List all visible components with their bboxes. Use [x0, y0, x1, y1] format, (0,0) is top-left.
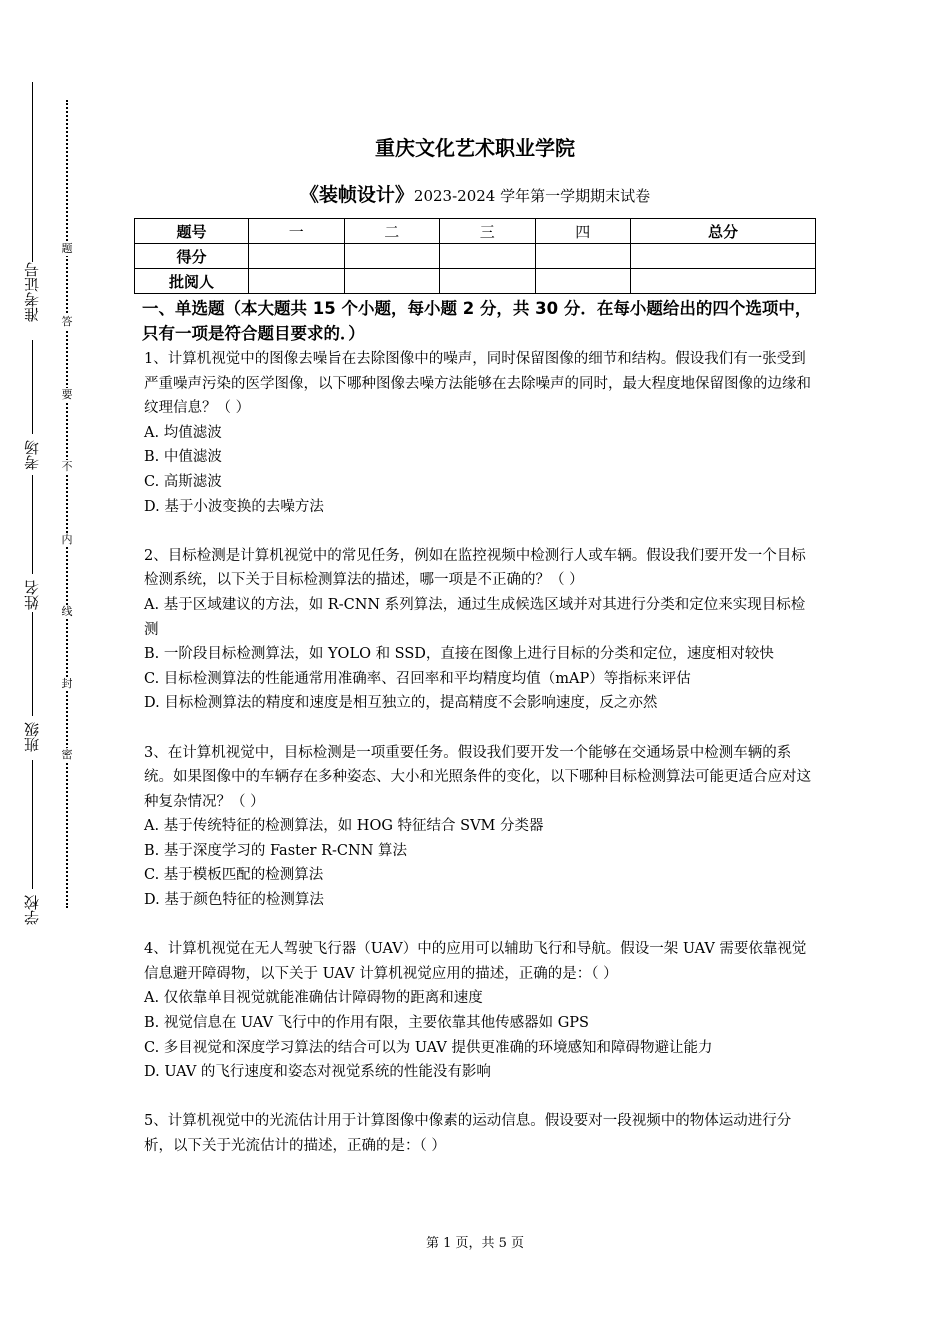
seal-char: 不 [61, 460, 73, 473]
score-input-cell[interactable] [535, 244, 631, 269]
table-row [135, 219, 816, 244]
table-cell: 总分 [631, 219, 816, 244]
grader-input-cell[interactable] [249, 269, 345, 294]
grader-input-cell[interactable] [631, 269, 816, 294]
answer-option[interactable]: C. 高斯滤波 [144, 473, 222, 490]
answer-option[interactable]: A. 基于传统特征的检测算法，如 HOG 特征结合 SVM 分类器 [144, 818, 544, 835]
field-label: 姓名 [22, 580, 41, 610]
school-field [14, 760, 50, 925]
field-label: 准考证号 [22, 262, 41, 322]
table-cell: 批阅人 [135, 269, 249, 294]
question-stem: 1、计算机视觉中的图像去噪旨在去除图像中的噪声，同时保留图像的细节和结构。假设我们有一张受到严重噪声污染的医学图像，以下哪种图像去噪方法能够在去除噪声的同时，最大程度地保留图像的边缘和纹理信息？（ ） [144, 351, 811, 417]
fill-in-line [32, 612, 33, 716]
seal-char: 答 [61, 315, 73, 328]
score-input-cell[interactable] [631, 244, 816, 269]
answer-option[interactable]: C. 多目视觉和深度学习算法的结合可以为 UAV 提供更准确的环境感知和障碍物避让能力 [144, 1039, 713, 1056]
question-item [144, 1109, 816, 1158]
seal-char: 线 [61, 605, 73, 618]
answer-option[interactable]: C. 目标检测算法的性能通常用准确率、召回率和平均精度均值（mAP）等指标来评估 [144, 670, 691, 687]
question-list [144, 347, 816, 1159]
answer-option[interactable]: A. 仅依靠单目视觉就能准确估计障碍物的距离和速度 [144, 990, 483, 1007]
table-cell: 二 [344, 219, 440, 244]
exam-number-line [14, 82, 50, 262]
question-stem: 2、目标检测是计算机视觉中的常见任务，例如在监控视频中检测行人或车辆。假设我们要开发一个目标检测系统，以下关于目标检测算法的描述，哪一项是不正确的？（ ） [144, 547, 806, 589]
table-cell: 三 [440, 219, 536, 244]
course-name: 《装帧设计》 [299, 184, 414, 206]
question-item [144, 347, 816, 519]
grader-input-cell[interactable] [344, 269, 440, 294]
exam-number-field [14, 262, 50, 342]
question-stem: 5、计算机视觉中的光流估计用于计算图像中像素的运动信息。假设要对一段视频中的物体运动进行分析，以下关于光流估计的描述，正确的是：（ ） [144, 1113, 792, 1154]
fill-in-line [32, 82, 33, 262]
answer-option[interactable]: D. 目标检测算法的精度和速度是相互独立的，提高精度不会影响速度，反之亦然 [144, 695, 658, 712]
question-item [144, 937, 816, 1085]
score-input-cell[interactable] [249, 244, 345, 269]
score-input-cell[interactable] [344, 244, 440, 269]
table-row [135, 269, 816, 294]
question-item [144, 741, 816, 913]
seal-char: 要 [61, 388, 73, 401]
class-field [14, 612, 50, 752]
answer-option[interactable]: B. 一阶段目标检测算法，如 YOLO 和 SSD，直接在图像上进行目标的分类和定位，速度相对较快 [144, 646, 774, 663]
page-footer: 第 1 页，共 5 页 [425, 1236, 525, 1251]
exam-title [0, 180, 950, 207]
seal-char: 内 [61, 533, 73, 546]
answer-option[interactable]: A. 均值滤波 [144, 424, 222, 441]
fill-in-line [32, 475, 33, 574]
table-row [135, 244, 816, 269]
answer-option[interactable]: B. 中值滤波 [144, 449, 222, 466]
answer-option[interactable]: C. 基于模板匹配的检测算法 [144, 867, 324, 884]
question-stem: 3、在计算机视觉中，目标检测是一项重要任务。假设我们要开发一个能够在交通场景中检测车辆的系统。如果图像中的车辆存在多种姿态、大小和光照条件的变化，以下哪种目标检测算法可能更适合应对这种复杂情况？（ ） [144, 744, 811, 810]
seal-dotted-line [66, 100, 68, 908]
seal-char: 密 [61, 748, 73, 761]
section-title: 一、单选题（本大题共 15 个小题，每小题 2 分，共 30 分．在每小题给出的四个选项中，只有一项是符合题目要求的．） [142, 299, 812, 343]
answer-option[interactable]: D. UAV 的飞行速度和姿态对视觉系统的性能没有影响 [144, 1064, 491, 1081]
seal-char: 题 [61, 242, 73, 255]
question-stem: 4、计算机视觉在无人驾驶飞行器（UAV）中的应用可以辅助飞行和导航。假设一架 UAV 需要依靠视觉信息避开障碍物，以下关于 UAV 计算机视觉应用的描述，正确的是：（ ） [144, 941, 807, 982]
name-field [14, 475, 50, 610]
question-content [144, 296, 816, 1183]
table-cell: 得分 [135, 244, 249, 269]
answer-option[interactable]: B. 视觉信息在 UAV 飞行中的作用有限，主要依靠其他传感器如 GPS [144, 1015, 589, 1032]
table-cell: 四 [535, 219, 631, 244]
score-input-cell[interactable] [440, 244, 536, 269]
school-name: 重庆文化艺术职业学院 [375, 136, 575, 160]
score-table [134, 218, 816, 294]
fill-in-line [32, 760, 33, 889]
field-label: 班级 [22, 722, 41, 752]
fill-in-line [32, 340, 33, 434]
grader-input-cell[interactable] [440, 269, 536, 294]
field-label: 学校 [22, 895, 41, 925]
field-label: 考场 [22, 440, 41, 470]
question-item [144, 544, 816, 716]
table-cell: 题号 [135, 219, 249, 244]
seal-char: 封 [61, 677, 73, 690]
exam-room-field [14, 340, 50, 470]
grader-input-cell[interactable] [535, 269, 631, 294]
term-label: 2023-2024 学年第一学期期末试卷 [413, 187, 651, 205]
answer-option[interactable]: B. 基于深度学习的 Faster R-CNN 算法 [144, 842, 407, 859]
answer-option[interactable]: D. 基于小波变换的去噪方法 [144, 498, 324, 515]
table-cell: 一 [249, 219, 345, 244]
answer-option[interactable]: A. 基于区域建议的方法，如 R-CNN 系列算法，通过生成候选区域并对其进行分类和定位来实现目标检测 [144, 596, 806, 638]
answer-option[interactable]: D. 基于颜色特征的检测算法 [144, 892, 324, 909]
